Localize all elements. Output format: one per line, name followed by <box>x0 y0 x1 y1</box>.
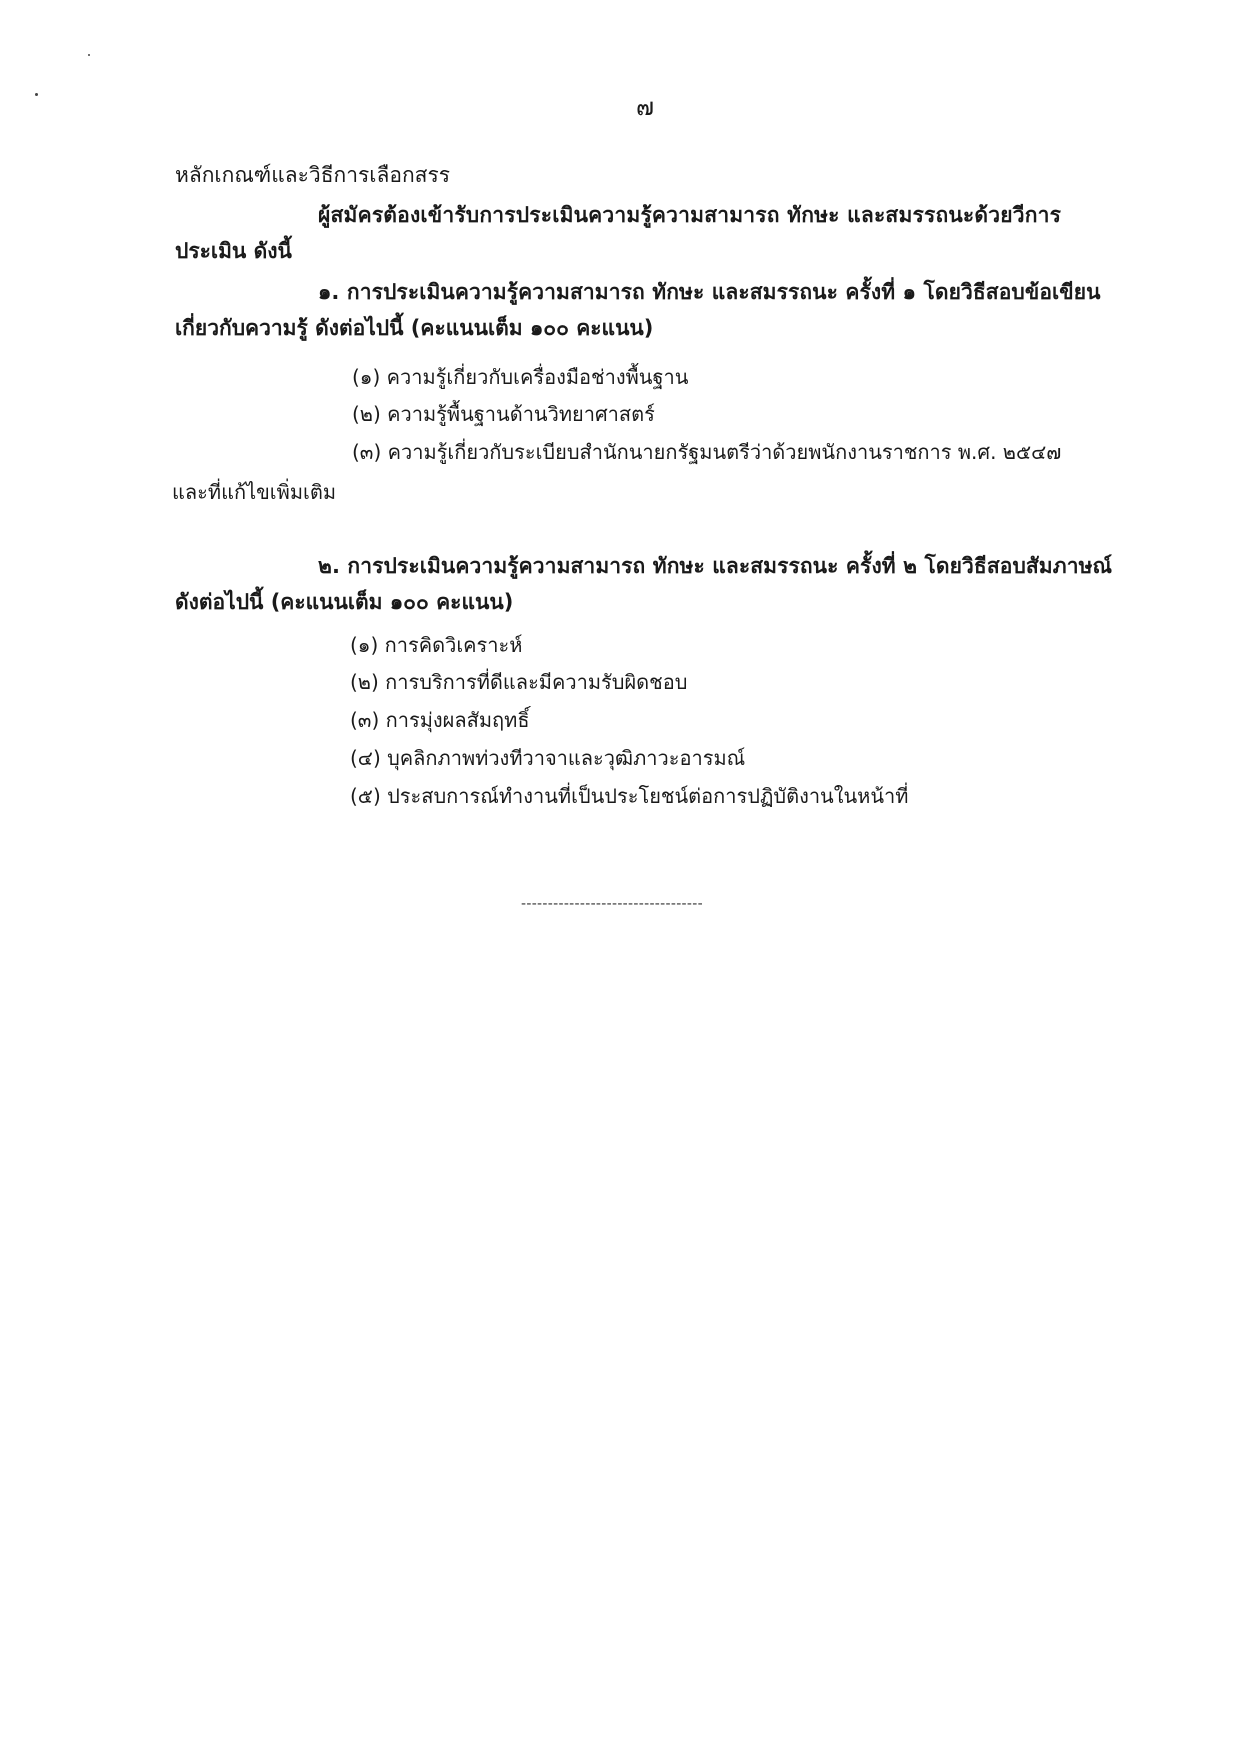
section1-list-item: (๑) ความรู้เกี่ยวกับเครื่องมือช่างพื้นฐาน <box>352 365 689 389</box>
scan-speck <box>88 54 90 56</box>
section1-list-item: (๓) ความรู้เกี่ยวกับระเบียบสำนักนายกรัฐมนตรีว่าด้วยพนักงานราชการ พ.ศ. ๒๕๔๗ <box>352 440 1062 464</box>
section2-heading-line-2: ดังต่อไปนี้ (คะแนนเต็ม ๑๐๐ คะแนน) <box>175 590 514 614</box>
section1-heading-line-1: ๑. การประเมินความรู้ความสามารถ ทักษะ และสมรรถนะ ครั้งที่ ๑ โดยวิธีสอบข้อเขียน <box>318 280 1101 304</box>
section2-list-item: (๒) การบริการที่ดีและมีความรับผิดชอบ <box>350 670 688 694</box>
section1-item-continuation: และที่แก้ไขเพิ่มเติม <box>172 480 337 504</box>
section2-list-item: (๑) การคิดวิเคราะห์ <box>350 633 523 657</box>
section-title: หลักเกณฑ์และวิธีการเลือกสรร <box>175 163 451 187</box>
section2-list-item: (๕) ประสบการณ์ทำงานที่เป็นประโยชน์ต่อการปฏิบัติงานในหน้าที่ <box>350 784 909 808</box>
scan-speck <box>35 93 38 96</box>
section1-heading-line-2: เกี่ยวกับความรู้ ดังต่อไปนี้ (คะแนนเต็ม ๑๐๐ คะแนน) <box>175 316 654 340</box>
intro-line-2: ประเมิน ดังนี้ <box>175 239 292 263</box>
section2-heading-line-1: ๒. การประเมินความรู้ความสามารถ ทักษะ และสมรรถนะ ครั้งที่ ๒ โดยวิธีสอบสัมภาษณ์ <box>318 554 1113 578</box>
section2-list-item: (๔) บุคลิกภาพท่วงทีวาจาและวุฒิภาวะอารมณ์ <box>350 746 746 770</box>
intro-line-1: ผู้สมัครต้องเข้ารับการประเมินความรู้ความสามารถ ทักษะ และสมรรถนะด้วยวีการ <box>318 203 1062 227</box>
end-of-content-rule: ---------------------------------- <box>521 896 703 912</box>
page-number: ๗ <box>636 93 655 121</box>
section1-list-item: (๒) ความรู้พื้นฐานด้านวิทยาศาสตร์ <box>352 402 655 426</box>
section2-list-item: (๓) การมุ่งผลสัมฤทธิ์ <box>350 708 530 732</box>
